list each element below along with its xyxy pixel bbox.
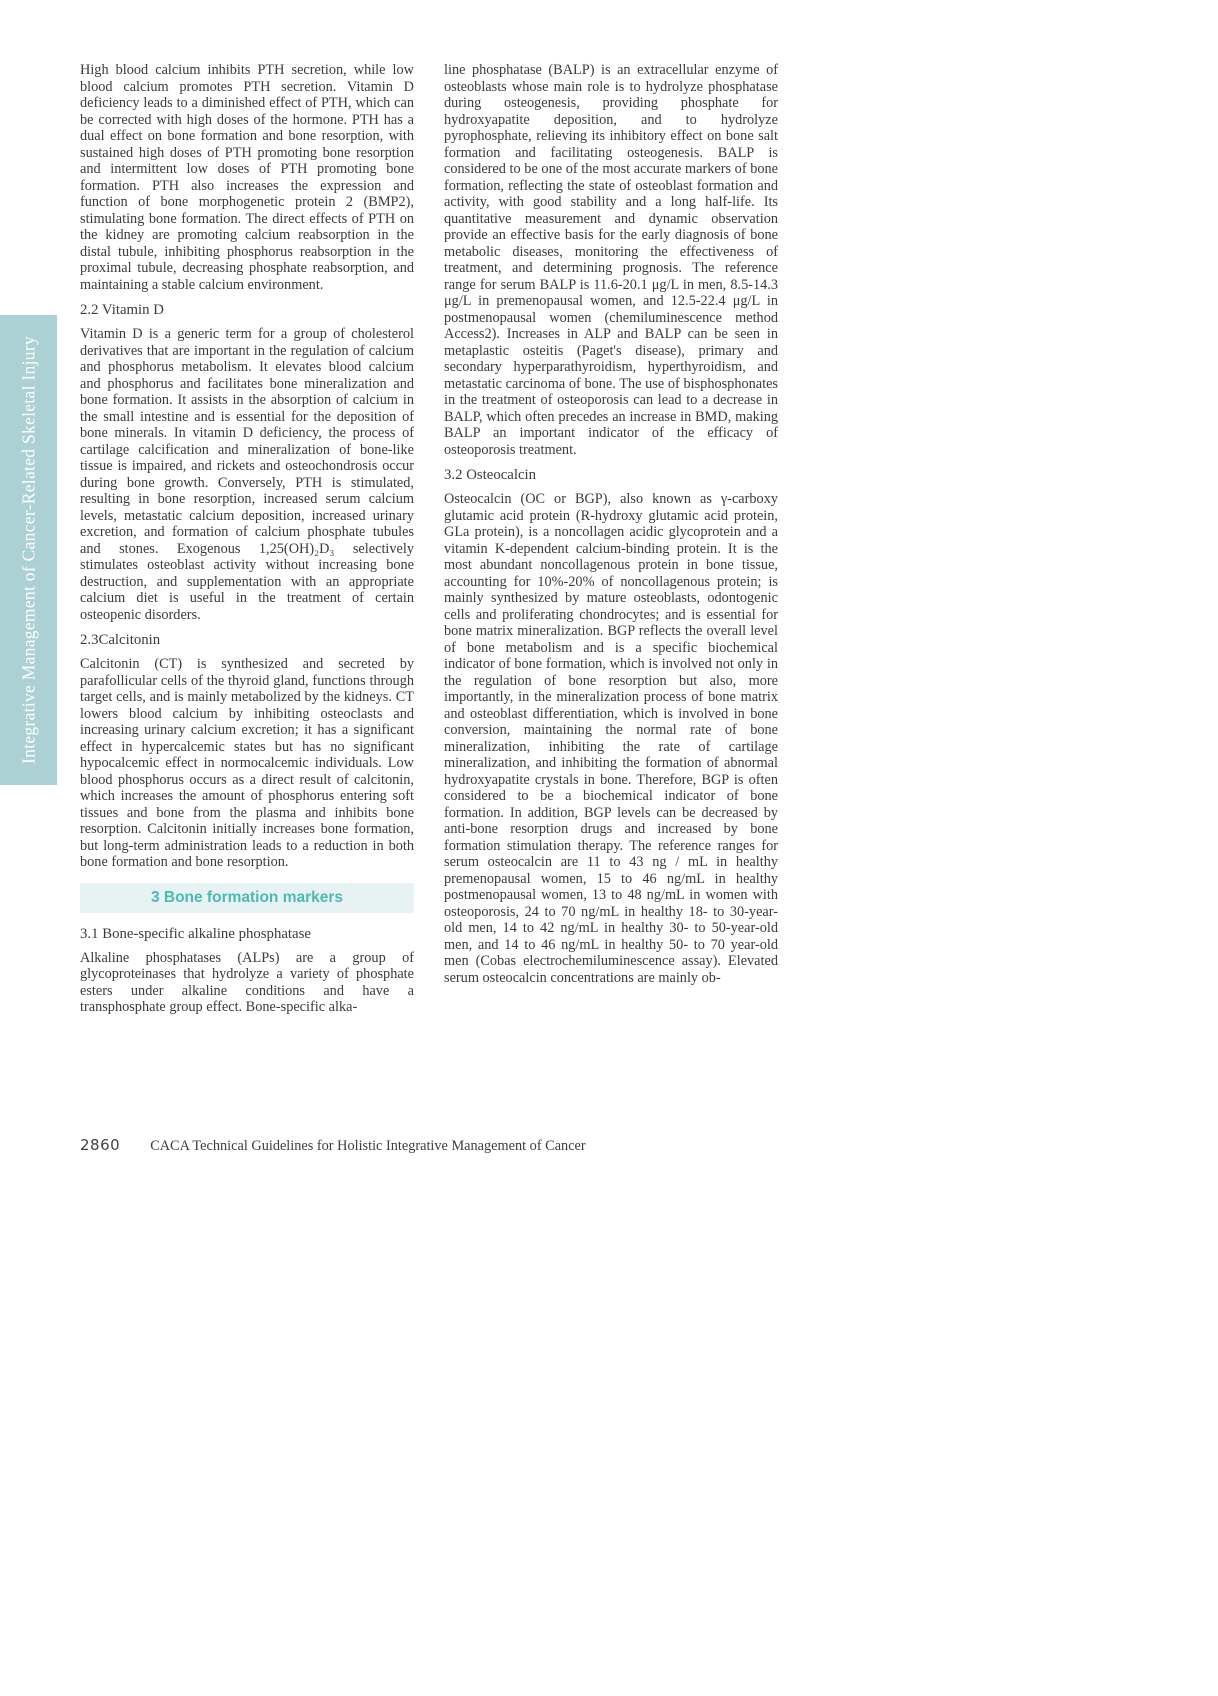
- sidebar-tab-label: Integrative Management of Cancer-Related Skeletal Injury: [18, 336, 38, 765]
- body-paragraph: Calcitonin (CT) is synthesized and secreted by parafollicular cells of the thyroid gland, functions through target cells, and is mainly metabolized by the kidneys. CT lowers blood calcium by inhibiting osteoclasts and increasing urinary calcium excretion; it has a significant effect in hypercalcemic states but has no significant hypocalcemic effect in normocalcemic individuals. Low blood phosphorus occurs as a direct result of calcitonin, which increases the amount of phosphorus entering soft tissues and bone from the plasma and inhibits bone resorption. Calcitonin initially increases bone formation, but long-term administration leads to a reduction in both bone formation and bone resorption.: [80, 656, 414, 870]
- body-paragraph: Vitamin D is a generic term for a group of cholesterol derivatives that are important in the regulation of calcium and phosphorus metabolism. It elevates blood calcium and phosphorus and facilitates bone mineralization and bone formation. It assists in the absorption of calcium in the small intestine and is essential for the deposition of bone minerals. In vitamin D deficiency, the process of cartilage calcification and mineralization of bone-like tissue is impaired, and rickets and osteochondrosis occur during bone growth. Conversely, PTH is stimulated, resulting in bone resorption, increased serum calcium levels, metastatic calcium deposition, increased urinary excretion, and formation of calcium phosphate tubules and stones. Exogenous 1,25(OH)₂D₃ selectively stimulates osteoblast activity without increasing bone destruction, and supplementation with an appropriate calcium diet is useful in the treatment of certain osteopenic disorders.: [80, 326, 414, 623]
- column-left: [80, 62, 414, 1021]
- body-paragraph: High blood calcium inhibits PTH secretion, while low blood calcium promotes PTH secretion. Vitamin D deficiency leads to a diminished effect of PTH, which can be corrected with high doses of the hormone. PTH has a dual effect on bone formation and bone resorption, with sustained high doses of PTH promoting bone resorption and intermittent low doses of PTH promoting bone formation. PTH also increases the expression and function of bone morphogenetic protein 2 (BMP2), stimulating bone formation. The direct effects of PTH on the kidney are promoting calcium reabsorption in the distal tubule, inhibiting phosphorus reabsorption in the proximal tubule, decreasing phosphate reabsorption, and maintaining a stable calcium environment.: [80, 62, 414, 293]
- running-title: CACA Technical Guidelines for Holistic Integrative Management of Cancer: [150, 1138, 586, 1154]
- subsection-heading: 3.2 Osteocalcin: [444, 467, 537, 483]
- page-number: 2860: [80, 1136, 121, 1154]
- body-paragraph: Alkaline phosphatases (ALPs) are a group of glycoproteinases that hydrolyze a variety of phosphate esters under alkaline conditions and have a transphosphate group effect. Bone-specific alka-: [80, 949, 414, 1015]
- body-paragraph: line phosphatase (BALP) is an extracellular enzyme of osteoblasts whose main role is to hydrolyze phosphatase during osteogenesis, providing phosphate for hydroxyapatite deposition, and to hydrolyze pyrophosphate, relieving its inhibitory effect on bone salt formation and facilitating osteogenesis. BALP is considered to be one of the most accurate markers of bone formation, reflecting the state of osteoblast formation and activity, with good stability and a long half-life. Its quantitative measurement and dynamic observation provide an effective basis for the early diagnosis of bone metabolic diseases, monitoring the effectiveness of treatment, and determining prognosis. The reference range for serum BALP is 11.6-20.1 μg/L in men, 8.5-14.3 μg/L in premenopausal women, and 12.5-22.4 μg/L in postmenopausal women (chemiluminescence method Access2). Increases in ALP and BALP can be seen in metaplastic osteitis (Paget's disease), primary and secondary hyperparathyroidism, hyperthyroidism, and metastatic carcinoma of bone. The use of bisphosphonates in the treatment of osteoporosis can lead to a decrease in BALP, which often precedes an increase in BMD, making BALP an important indicator of the efficacy of osteoporosis treatment.: [444, 62, 778, 458]
- section-header-box: 3 Bone formation markers: [80, 883, 414, 913]
- body-paragraph: Osteocalcin (OC or BGP), also known as γ-carboxy glutamic acid protein (R-hydroxy glutamic acid protein, GLa protein), is a noncollagen acidic glycoprotein and a vitamin K-dependent calcium-binding protein. It is the most abundant noncollagenous protein in bone tissue, accounting for 10%-20% of noncollagenous protein; is mainly synthesized by mature osteoblasts, odontogenic cells and proliferating chondrocytes; and is essential for bone matrix mineralization. BGP reflects the overall level of bone metabolism and is a specific biochemical indicator of bone formation, which is involved not only in the regulation of bone resorption but also, more importantly, in the mineralization process of bone matrix and osteoblast differentiation, which is involved in bone conversion, maintaining the normal rate of bone mineralization, inhibiting the rate of cartilage mineralization, and inhibiting the formation of abnormal hydroxyapatite crystals in bone. Therefore, BGP is often considered to be a biochemical indicator of bone formation. In addition, BGP levels can be decreased by anti-bone resorption drugs and increased by bone formation stimulation therapy. The reference ranges for serum osteocalcin are 11 to 43 ng / mL in healthy premenopausal women, 15 to 46 ng/mL in healthy postmenopausal women, 13 to 48 ng/mL in women with osteoporosis, 24 to 70 ng/mL in healthy 18- to 30-year-old men, 14 to 42 ng/mL in healthy 30- to 50-year-old men, and 14 to 46 ng/mL in healthy 50- to 70 year-old men (Cobas electrochemiluminescence assay). Elevated serum osteocalcin concentrations are mainly ob-: [444, 491, 778, 986]
- subsection-heading: 3.1 Bone-specific alkaline phosphatase: [80, 925, 311, 942]
- column-right: [444, 62, 778, 991]
- subsection-heading: 2.3Calcitonin: [80, 632, 161, 648]
- sidebar-tab: [0, 315, 57, 785]
- subsection-heading: 2.2 Vitamin D: [80, 302, 164, 318]
- footer: [80, 1136, 780, 1155]
